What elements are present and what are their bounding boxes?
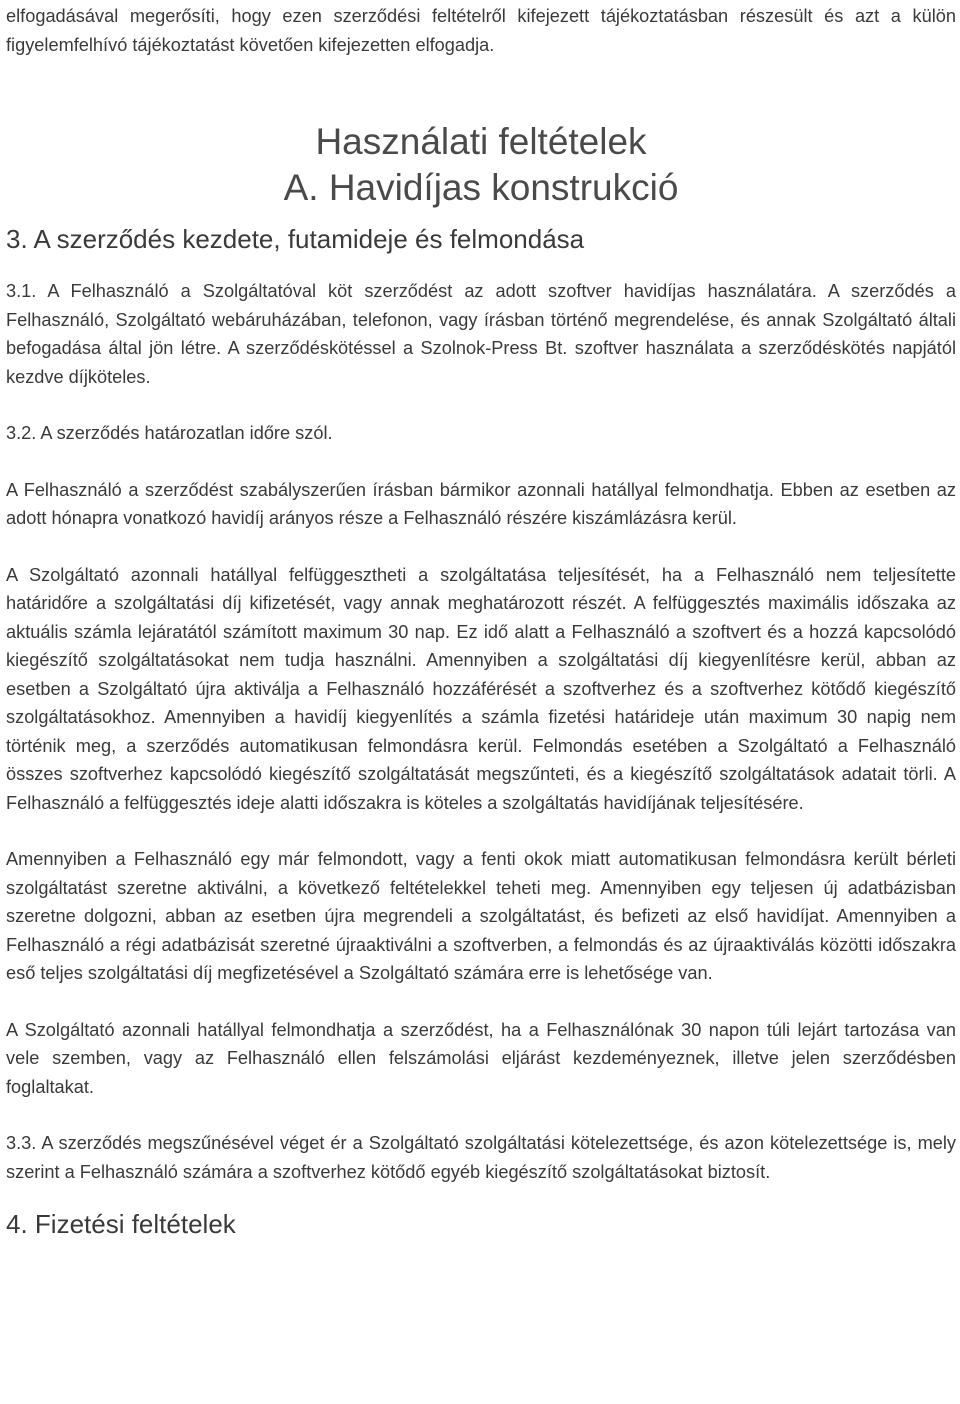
title-line-1: Használati feltételek — [315, 121, 647, 162]
document-title — [6, 119, 956, 211]
paragraph-suspension: A Szolgáltató azonnali hatállyal felfüggesztheti a szolgáltatása teljesítését, ha a Felhasználó nem teljesítette határidőre a szolgáltatási díj kifizetését, vagy annak meghatározott részét. A felfüggesztés maximális időszaka az aktuális számla lejáratától számított maximum 30 nap. Ez idő alatt a Felhasználó a szoftvert és a hozzá kapcsolódó kiegészítő szolgáltatásokat nem tudja használni. Amennyiben a szolgáltatási díj kiegyenlítésre kerül, abban az esetben a Szolgáltató újra aktiválja a Felhasználó hozzáférését a szoftverhez és a szoftverhez kötődő kiegészítő szolgáltatásokhoz. Amennyiben a havidíj kiegyenlítés a számla fizetési határideje után maximum 30 napig nem történik meg, a szerződés automatikusan felmondásra kerül. Felmondás esetében a Szolgáltató a Felhasználó összes szoftverhez kapcsolódó kiegészítő szolgáltatását megszűnteti, és a kiegészítő szolgáltatások adatait törli. A Felhasználó a felfüggesztés ideje alatti időszakra is köteles a szolgáltatás havidíjának teljesítésére. — [6, 564, 956, 813]
paragraph-3-3: 3.3. A szerződés megszűnésével véget ér a Szolgáltató szolgáltatási kötelezettsége, és azon kötelezettsége is, mely szerint a Felhasználó számára a szoftverhez kötődő egyéb kiegészítő szolgáltatásokat biztosít. — [6, 1133, 956, 1182]
paragraph-termination-by-provider: A Szolgáltató azonnali hatállyal felmondhatja a szerződést, ha a Felhasználónak 30 napon túli lejárt tartozása van vele szemben, vagy az Felhasználó ellen felszámolási eljárást kezdeményeznek, illetve jelen szerződésben foglaltakat. — [6, 1019, 956, 1097]
section-4-heading: 4. Fizetési feltételek — [6, 1209, 236, 1239]
intro-paragraph: elfogadásával megerősíti, hogy ezen szerződési feltételről kifejezett tájékoztatásban részesült és azt a külön figyelemfelhívó tájékoztatást követően kifejezetten elfogadja. — [6, 6, 956, 55]
paragraph-termination-by-user: A Felhasználó a szerződést szabályszerűen írásban bármikor azonnali hatállyal felmondhatja. Ebben az esetben az adott hónapra vonatkozó havidíj arányos része a Felhasználó részére kiszámlázásra kerül. — [6, 479, 956, 528]
paragraph-3-2: 3.2. A szerződés határozatlan időre szól. — [6, 423, 333, 443]
document-page — [6, 2, 956, 1240]
paragraph-reactivation: Amennyiben a Felhasználó egy már felmondott, vagy a fenti okok miatt automatikusan felmondásra került bérleti szolgáltatást szeretne aktiválni, a következő feltételekkel teheti meg. Amennyiben egy teljesen új adatbázisban szeretne dolgozni, abban az esetben újra megrendeli a szolgáltatást, és befizeti az első havidíjat. Amennyiben a Felhasználó a régi adatbázisát szeretné újraaktiválni a szoftverben, a felmondás és az újraaktiválás közötti időszakra eső teljes szolgáltatási díj megfizetésével a Szolgáltató számára erre is lehetősége van. — [6, 849, 956, 983]
paragraph-3-1: 3.1. A Felhasználó a Szolgáltatóval köt szerződést az adott szoftver havidíjas használatára. A szerződés a Felhasználó, Szolgáltató webáruházában, telefonon, vagy írásban történő megrendelése, és annak Szolgáltató általi befogadása által jön létre. A szerződéskötéssel a Szolnok-Press Bt. szoftver használata a szerződéskötés napjától kezdve díjköteles. — [6, 281, 956, 387]
title-line-2: A. Havidíjas konstrukció — [283, 167, 679, 208]
section-3-heading: 3. A szerződés kezdete, futamideje és felmondása — [6, 224, 585, 254]
